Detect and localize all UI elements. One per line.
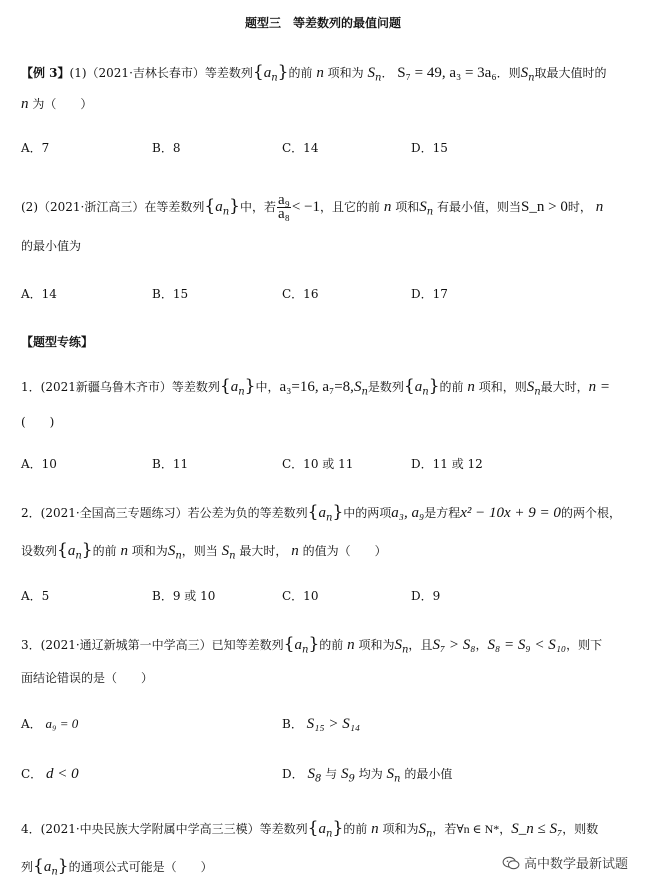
q3-line1: 3．(2021·通辽新城第一中学高三）已知等差数列$\{a_n\}$的前 n 项和为$S_n$，且S₇ > S₈，S₈ = S₉ < S₁₀，则下 [21,634,603,656]
q4-line1: 4．(2021·中央民族大学附属中学高三三模）等差数列$\{a_n\}$的前 n 项和为$S_n$，若∀n ∈ N*，S_n ≤ S₇，则数 [21,818,599,840]
option-b[interactable]: B．11 [152,457,189,471]
example3-part2-line2: 的最小值为 [21,239,82,253]
option-d[interactable]: D． $S_8$ 与 $S_9$ 均为 $S_n$ 的最小值 [282,766,453,785]
option-c[interactable]: C．16 [282,287,319,301]
q2-line2: 设数列$\{a_n\}$的前 n 项和为$S_n$，则当 $S_n$ 最大时， n 的值为（ ） [21,540,387,562]
example-label: 【例 3】 [21,66,70,80]
option-d[interactable]: D．9 [411,589,441,603]
watermark: 高中数学最新试题 [502,853,628,872]
option-b[interactable]: B．9 或 10 [152,589,216,603]
q1-line2: ( ) [21,415,55,429]
example3-line1: 【例 3】(1)（2021·吉林长春市）等差数列$\{a_n\}$的前 n 项和为 $S_n$． S₇ = 49, a₃ = 3a₆．则$S_n$取最大值时的 [21,62,607,84]
q1-line1: 1．(2021新疆乌鲁木齐市）等差数列$\{a_n\}$中，a₃=16, $a_7=8,S_n$是数列$\{a_n\}$的前 n 项和，则$S_n$最大时，n = [21,376,611,398]
option-d[interactable]: D．17 [411,287,448,301]
option-c[interactable]: C．14 [282,141,319,155]
option-b[interactable]: B． S₁₅ > S₁₄ [282,716,361,732]
option-b[interactable]: B．8 [152,141,181,155]
q4-line2: 列$\{a_n\}$的通项公式可能是（ ） [21,856,213,878]
option-a[interactable]: A．7 [21,141,50,155]
option-d[interactable]: D．11 或 12 [411,457,483,471]
option-a[interactable]: A． a₉ = 0 [21,716,79,731]
option-a[interactable]: A．14 [21,287,57,301]
practice-header: 【题型专练】 [21,335,94,349]
q2-line1: 2．(2021·全国高三专题练习）若公差为负的等差数列$\{a_n\}$中的两项a₃, a₉是方程x² − 10x + 9 = 0的两个根， [21,502,621,524]
section-title: 题型三 等差数列的最值问题 [244,16,401,30]
example3-condition: S₇ = 49, a₃ = 3a₆ [397,65,497,81]
option-a[interactable]: A．10 [21,457,57,471]
option-a[interactable]: A．5 [21,589,50,603]
option-d[interactable]: D．15 [411,141,448,155]
example3-line2: n 为（ ） [21,96,93,112]
option-b[interactable]: B．15 [152,287,189,301]
option-c[interactable]: C． d < 0 [21,766,79,782]
fraction: $\frac{\text{a₉}}{\text{a₈}}$ [277,192,290,222]
q3-line2: 面结论错误的是（ ） [21,671,154,685]
option-c[interactable]: C．10 [282,589,319,603]
wechat-icon [502,856,520,870]
example3-part2-line1: (2)（2021·浙江高三）在等差数列$\{a_n\}$中，若 $\frac{\text{a₉}}{\text{a₈}}$ < −1，且它的前 n 项和$S_n$ 有最小值，则当S_n > 0时， n [21,192,604,222]
option-c[interactable]: C．10 或 11 [282,457,354,471]
